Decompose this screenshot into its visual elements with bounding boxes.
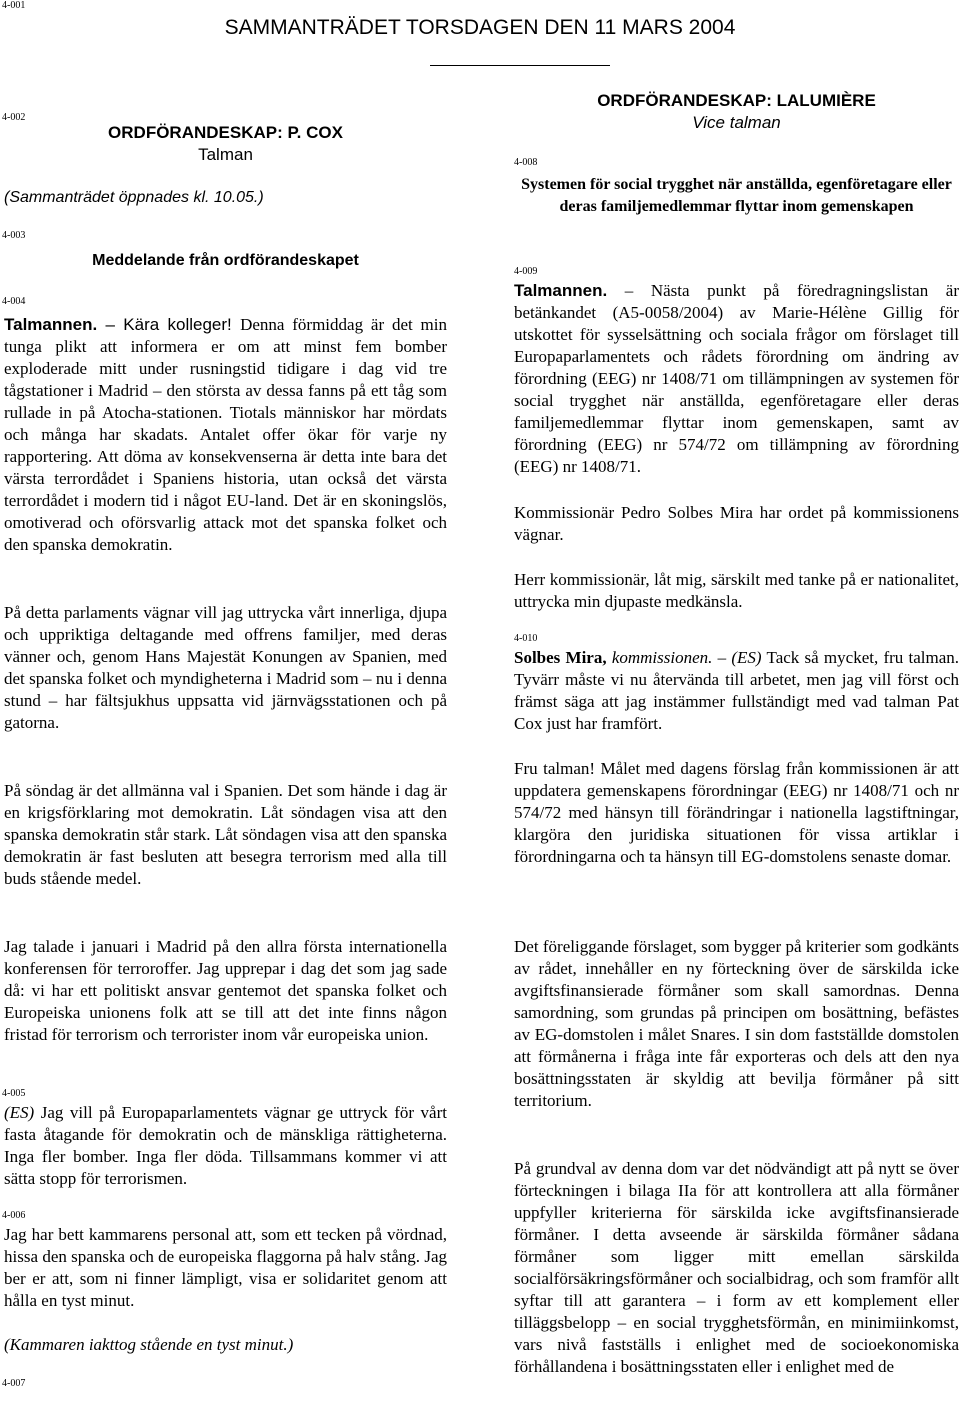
speech-text: Tack så mycket, fru talman. Tyvärr måste vi nu återvända till arbetet, men jag vill först och främst säga att jag instämmer fullständigt med vad talman Pat Cox just har framfört. bbox=[514, 648, 960, 733]
chair-heading-lalumiere bbox=[514, 90, 959, 134]
item-tag-4-003: 4-003 bbox=[2, 230, 26, 241]
title-divider bbox=[430, 65, 610, 66]
speech-text: Denna förmiddag är det min tunga plikt att informera er om att minst fem bomber exploderade mitt under rusningstid tidigare i dag vid tre tågstationer i Madrid – den största av dessa fanns på ett tåg som rullade in på Atocha-stationen. Tiotals människor har mördats och många har skadats. Antalet offer ökar för varje ny rapportering. Att döma av konsekvenserna är detta inte bara det värsta terrordådet i Spaniens historia, utan också det värsta terrordådet i modern tid i något EU-land. Det är en skoningslös, omotiverad och oförsvarlig attack mot det spanska folket och den spanska demokratin. bbox=[4, 315, 448, 554]
speech-text: – Nästa punkt på föredragningslistan är betänkandet (A5-0058/2004) av Marie-Hélène Gillig för utskottet för sysselsättning och sociala frågor om förslaget till Europaparlamentets och rådets förordning om ändring av förordning (EEG) nr 1408/71 om tillämpningen av systemen för social trygghet när anställda, egenföretagare eller deras familjemedlemmar flyttar inom gemenskapen, samt av förordning (EEG) nr 574/72 om tillämpning av förordning (EEG) nr 1408/71. bbox=[514, 281, 959, 476]
language-tag: (ES) bbox=[4, 1103, 35, 1122]
speech-paragraph-1 bbox=[514, 280, 959, 478]
speaker-label: Solbes Mira, bbox=[514, 648, 607, 667]
item-tag-4-002: 4-002 bbox=[2, 112, 26, 123]
silence-note: (Kammaren iakttog stående en tyst minut.) bbox=[4, 1335, 294, 1354]
speech-paragraph-3: På söndag är det allmänna val i Spanien. Det som hände i dag är en krigsförklaring mot demokratin. Låt söndagen visa att den spanska demokratin står stark. Låt söndagen visa att den spanska demokratin är fast besluten att besegra terrorism med alla till buds stående medel. bbox=[4, 781, 447, 888]
chair-role: Vice talman bbox=[692, 113, 781, 132]
chair-role: Talman bbox=[198, 145, 253, 164]
speech-paragraph-4: Jag talade i januari i Madrid på den allra första internationella konferensen för terroroffer. Jag upprepar i dag det som jag sade då: vi har ett politiskt ansvar gentemot det spanska folket och Europeiska unionens folk att se till att det inte finns någon fristad för terrorism och terrorister inom vår europeiska union. bbox=[4, 937, 447, 1044]
item-tag-4-008: 4-008 bbox=[514, 157, 538, 168]
opening-note: (Sammanträdet öppnades kl. 10.05.) bbox=[4, 189, 264, 206]
item-tag-4-005: 4-005 bbox=[2, 1088, 26, 1099]
item-tag-4-006: 4-006 bbox=[2, 1210, 26, 1221]
item-tag-4-004: 4-004 bbox=[2, 296, 26, 307]
speech-paragraph-1 bbox=[4, 314, 447, 556]
chair-heading-cox bbox=[4, 122, 447, 166]
greeting: – Kära kolleger! bbox=[97, 315, 241, 334]
speech-paragraph-3: Herr kommissionär, låt mig, särskilt med tanke på er nationalitet, uttrycka min djupaste medkänsla. bbox=[514, 570, 959, 611]
speaker-role: kommissionen. bbox=[606, 648, 713, 667]
speaker-label: Talmannen. bbox=[514, 281, 608, 300]
speech-paragraph-2: Kommissionär Pedro Solbes Mira har ordet på kommissionens vägnar. bbox=[514, 503, 959, 544]
item-tag-4-009: 4-009 bbox=[514, 266, 538, 277]
speaker-label: Talmannen. bbox=[4, 315, 98, 334]
item-tag-4-007: 4-007 bbox=[2, 1378, 26, 1389]
dash: – bbox=[712, 648, 732, 667]
language-tag: (ES) bbox=[731, 648, 762, 667]
speech-paragraph-2: På detta parlaments vägnar vill jag uttrycka vårt innerliga, djupa och uppriktiga deltagande med offrens familjer, med deras vänner och, genom Hans Majestät Konungen av Spanien, med det spanska folket och myndigheterna i Madrid som – nu i denna stund – har fältsjukhus uppsatta vid järnvägsstationen och på gatorna. bbox=[4, 603, 447, 732]
chair-name: ORDFÖRANDESKAP: LALUMIÈRE bbox=[597, 91, 876, 110]
page-number: 4-001 bbox=[2, 0, 26, 11]
speech-paragraph-5 bbox=[4, 1102, 447, 1190]
speech-paragraph-7: På grundval av denna dom var det nödvändigt att på nytt se över förteckningen i bilaga IIa för att kontrollera att alla förmåner uppfyller kriterierna för särskilda icke avgiftsfinansierade förmåner. I detta avseende är särskilda förmåner sådana förmåner som ligger mitt emellan särskilda socialförsäkringsförmåner och socialbidrag, och som framför allt syftar till att garantera – i form av ett komplement eller tilläggsbelopp – en social trygghetsförmån, en minimiinkomst, vars nivå fastställs i enlighet med de socioekonomiska förhållandena i bosättningsstaten eller i enlighet med de bbox=[514, 1159, 959, 1376]
session-title: SAMMANTRÄDET TORSDAGEN DEN 11 MARS 2004 bbox=[224, 16, 736, 39]
speech-text: Jag vill på Europaparlamentets vägnar ge uttryck för vårt fasta åtagande för demokratin och de mänskliga rättigheterna. Inga fler bomber. Inga fler döda. Tillsammans kommer vi att sätta stopp för terrorismen. bbox=[4, 1103, 447, 1188]
item-tag-4-010: 4-010 bbox=[514, 633, 538, 644]
agenda-item-heading: Systemen för social trygghet när anställda, egenföretagare eller deras familjemedlemmar flyttar inom gemenskapen bbox=[521, 176, 952, 215]
speech-paragraph-6: Det föreliggande förslaget, som bygger på kriterier som godkänts av rådet, innehåller en ny förteckning över de särskilda icke avgiftsfinansierade förmåner som skall samordnas. Denna samordning, som grundas på principen om bosättning, befästes av EG-domstolen i målet Snares. I sin dom fastställde domstolen att förmånerna i fråga inte får exporteras och dels att den nya bosättningsstaten är skyldig att bevilja förmåner på sitt territorium. bbox=[514, 937, 959, 1110]
chair-name: ORDFÖRANDESKAP: P. COX bbox=[108, 123, 343, 142]
announcement-heading: Meddelande från ordförandeskapet bbox=[92, 252, 359, 269]
speech-paragraph-4 bbox=[514, 647, 959, 735]
speech-paragraph-5: Fru talman! Målet med dagens förslag från kommissionen är att uppdatera gemenskapens förordningar (EEG) nr 1408/71 och nr 574/72 med hänsyn till förändringar i nationella lagstiftningar, klargöra den juridiska situationen för vissa artiklar i förordningarna och ta hänsyn till EG-domstolens senaste domar. bbox=[514, 759, 959, 866]
speech-paragraph-6: Jag har bett kammarens personal att, som ett tecken på vördnad, hissa den spanska och de europeiska flaggorna på halv stång. Jag ber er att, som ni finner lämpligt, visa er solidaritet genom att hålla en tyst minut. bbox=[4, 1225, 447, 1310]
